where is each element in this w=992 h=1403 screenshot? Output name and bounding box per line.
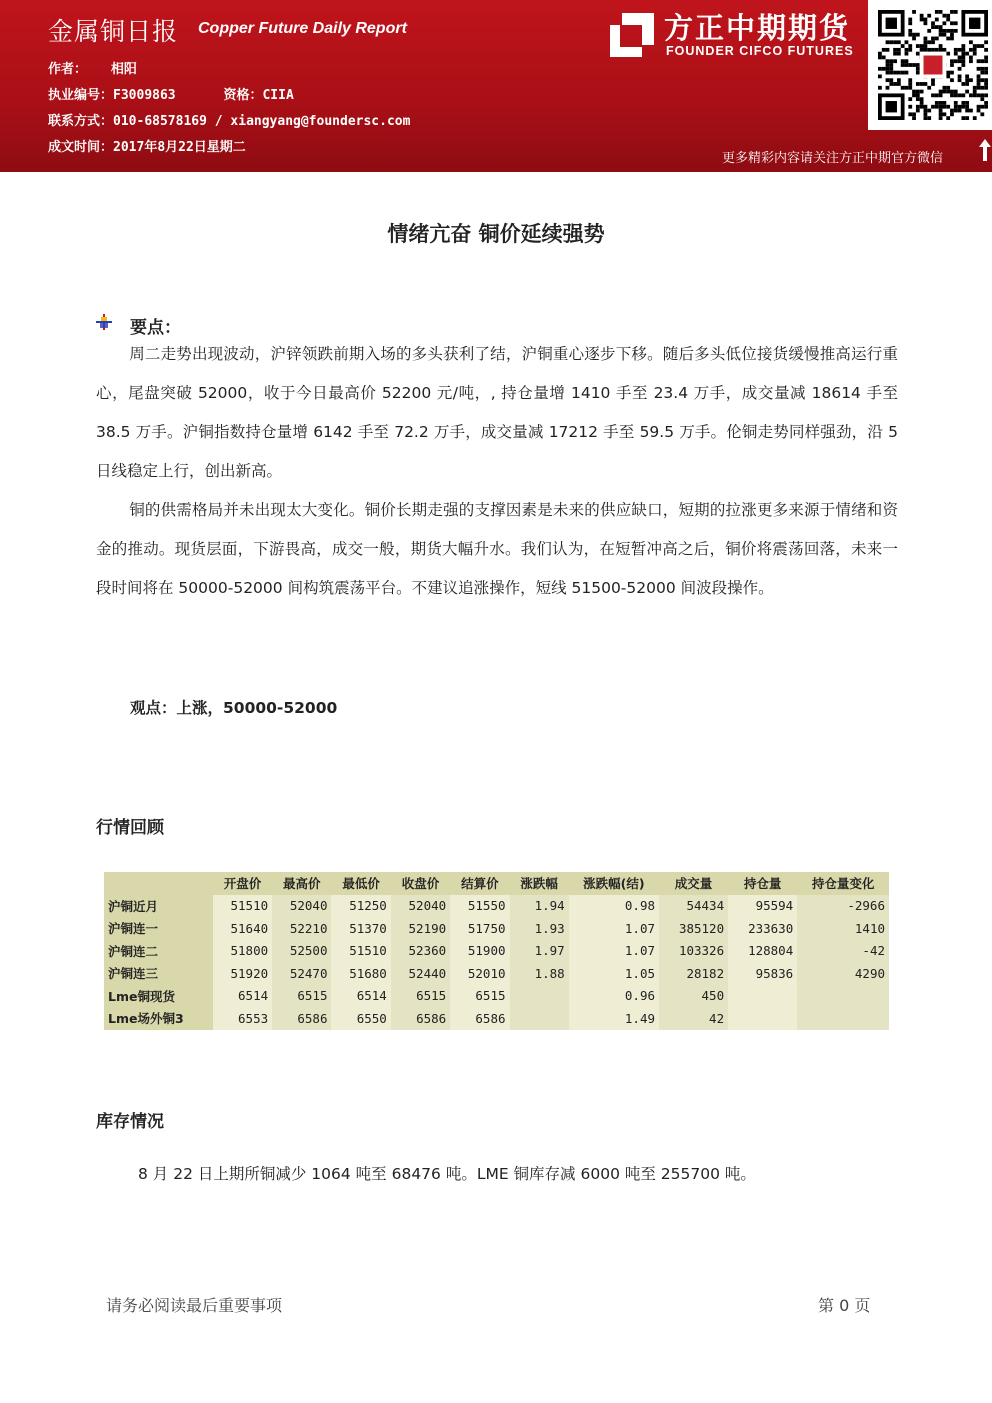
table-cell: 1410 <box>797 917 889 940</box>
table-header-cell: 结算价 <box>450 872 509 895</box>
table-cell: 52470 <box>272 962 331 985</box>
row-label-cell: 沪铜连一 <box>104 917 213 940</box>
author-line <box>48 58 137 77</box>
table-cell: 6514 <box>331 985 390 1008</box>
arrow-up-icon <box>978 138 992 162</box>
table-cell <box>797 985 889 1008</box>
logo-english-name: FOUNDER CIFCO FUTURES <box>666 44 854 58</box>
row-label-cell: Lme铜现货 <box>104 985 213 1008</box>
table-cell: 52040 <box>391 895 450 918</box>
table-cell: 42 <box>659 1007 728 1030</box>
table-cell: 6586 <box>450 1007 509 1030</box>
table-cell: 51920 <box>213 962 272 985</box>
table-cell: 1.88 <box>510 962 569 985</box>
contact-label: 联系方式： <box>48 114 114 129</box>
table-header-cell <box>104 872 213 895</box>
table-cell: 52500 <box>272 940 331 963</box>
table-cell: 0.98 <box>569 895 659 918</box>
wechat-qr-code <box>868 0 992 130</box>
table-cell <box>728 1007 797 1030</box>
table-cell: 51680 <box>331 962 390 985</box>
table-cell: 103326 <box>659 940 728 963</box>
table-cell: -2966 <box>797 895 889 918</box>
table-cell: 6515 <box>272 985 331 1008</box>
table-cell: 95594 <box>728 895 797 918</box>
table-cell: 6515 <box>391 985 450 1008</box>
row-label-cell: 沪铜连二 <box>104 940 213 963</box>
table-header-cell: 最低价 <box>331 872 390 895</box>
table-row <box>104 917 889 940</box>
key-points-paragraph-2 <box>96 491 898 608</box>
table-cell: 51510 <box>213 895 272 918</box>
table-cell: 128804 <box>728 940 797 963</box>
table-cell: 52190 <box>391 917 450 940</box>
license-line <box>48 84 294 103</box>
table-cell: 51250 <box>331 895 390 918</box>
contact-line <box>48 110 410 129</box>
bullet-icon <box>96 314 112 330</box>
table-cell: 0.96 <box>569 985 659 1008</box>
qr-code-icon <box>878 5 988 125</box>
wechat-follow-note: 更多精彩内容请关注方正中期官方微信 <box>722 151 944 166</box>
key-points-heading: 要点： <box>130 318 181 338</box>
table-cell <box>728 985 797 1008</box>
table-row <box>104 985 889 1008</box>
logo-chinese-name: 方正中期期货 <box>664 11 851 45</box>
market-review-heading: 行情回顾 <box>96 818 164 838</box>
row-label-cell: Lme场外铜3 <box>104 1007 213 1030</box>
table-row <box>104 895 889 918</box>
author-name: 相阳 <box>110 62 137 77</box>
view-statement: 观点：上涨，50000-52000 <box>130 699 338 717</box>
qualification-label: 资格： <box>223 88 263 103</box>
table-cell: 6586 <box>272 1007 331 1030</box>
table-row <box>104 962 889 985</box>
table-cell: 4290 <box>797 962 889 985</box>
founder-logo-icon <box>608 11 656 59</box>
table-cell: 52210 <box>272 917 331 940</box>
license-number: F3009863 <box>113 88 176 103</box>
table-cell: 233630 <box>728 917 797 940</box>
table-cell: 51550 <box>450 895 509 918</box>
table-cell: 51370 <box>331 917 390 940</box>
contact-info: 010-68578169 / xiangyang@foundersc.com <box>113 114 411 129</box>
page-number: 第 0 页 <box>818 1296 871 1315</box>
table-header-cell: 涨跌幅 <box>510 872 569 895</box>
table-cell: 1.07 <box>569 917 659 940</box>
table-cell: -42 <box>797 940 889 963</box>
market-table <box>104 872 889 1030</box>
table-header-cell: 持仓量 <box>728 872 797 895</box>
table-cell: 6586 <box>391 1007 450 1030</box>
footer-note: 请务必阅读最后重要事项 <box>106 1296 283 1315</box>
main-title: 情绪亢奋 铜价延续强势 <box>387 222 605 246</box>
qualification: CIIA <box>262 88 294 103</box>
date-label: 成文时间： <box>48 140 114 155</box>
inventory-text: 8 月 22 日上期所铜减少 1064 吨至 68476 吨。LME 铜库存减 6000 吨至 255700 吨。 <box>138 1165 756 1183</box>
table-cell: 51510 <box>331 940 390 963</box>
table-cell: 52040 <box>272 895 331 918</box>
table-cell: 95836 <box>728 962 797 985</box>
table-cell: 51640 <box>213 917 272 940</box>
paragraph-1-text: 周二走势出现波动，沪锌领跌前期入场的多头获利了结，沪铜重心逐步下移。随后多头低位接货缓慢推高运行重心，尾盘突破 52000，收于今日最高价 52200 元/吨，, 持仓量增 1410 手至 23.4 万手，成交量减 18614 手至 38.5 万手。沪铜指数持仓量增 6142 手至 72.2 万手，成交量减 17212 手至 59.5 万手。伦铜走势同样强劲，沿 5 日线稳定上行，创出新高。 <box>96 345 898 480</box>
table-row <box>104 1007 889 1030</box>
report-date: 2017年8月22日星期二 <box>113 140 246 155</box>
table-header-cell: 涨跌幅(结) <box>569 872 659 895</box>
table-cell: 51750 <box>450 917 509 940</box>
table-cell <box>797 1007 889 1030</box>
table-cell: 1.94 <box>510 895 569 918</box>
table-header-cell: 开盘价 <box>213 872 272 895</box>
license-label: 执业编号： <box>48 88 114 103</box>
table-header-cell: 持仓量变化 <box>797 872 889 895</box>
paragraph-2-text: 铜的供需格局并未出现太大变化。铜价长期走强的支撑因素是未来的供应缺口，短期的拉涨更多来源于情绪和资金的推动。现货层面，下游畏高，成交一般，期货大幅升水。我们认为，在短暂冲高之后，铜价将震荡回落，未来一段时间将在 50000-52000 间构筑震荡平台。不建议追涨操作，短线 51500-52000 间波段操作。 <box>96 501 898 597</box>
table-cell: 1.07 <box>569 940 659 963</box>
table-cell: 6514 <box>213 985 272 1008</box>
table-cell: 6553 <box>213 1007 272 1030</box>
table-cell: 54434 <box>659 895 728 918</box>
table-header-cell: 最高价 <box>272 872 331 895</box>
table-cell: 52360 <box>391 940 450 963</box>
table-cell <box>510 1007 569 1030</box>
table-cell: 1.49 <box>569 1007 659 1030</box>
date-line <box>48 136 246 155</box>
inventory-heading: 库存情况 <box>96 1112 164 1132</box>
table-cell: 1.93 <box>510 917 569 940</box>
table-cell: 1.05 <box>569 962 659 985</box>
table-cell: 450 <box>659 985 728 1008</box>
table-cell: 52440 <box>391 962 450 985</box>
table-cell: 51800 <box>213 940 272 963</box>
author-label: 作者： <box>48 62 88 77</box>
row-label-cell: 沪铜连三 <box>104 962 213 985</box>
report-subtitle: Copper Future Daily Report <box>198 20 407 37</box>
table-header-cell: 成交量 <box>659 872 728 895</box>
table-row <box>104 940 889 963</box>
table-cell: 1.97 <box>510 940 569 963</box>
key-points-paragraph-1 <box>96 335 898 491</box>
table-header-cell: 收盘价 <box>391 872 450 895</box>
table-cell: 28182 <box>659 962 728 985</box>
report-title: 金属铜日报 <box>48 17 179 46</box>
table-header-row <box>104 872 889 895</box>
table-cell: 52010 <box>450 962 509 985</box>
row-label-cell: 沪铜近月 <box>104 895 213 918</box>
table-cell <box>510 985 569 1008</box>
table-cell: 51900 <box>450 940 509 963</box>
table-cell: 385120 <box>659 917 728 940</box>
table-cell: 6515 <box>450 985 509 1008</box>
table-cell: 6550 <box>331 1007 390 1030</box>
